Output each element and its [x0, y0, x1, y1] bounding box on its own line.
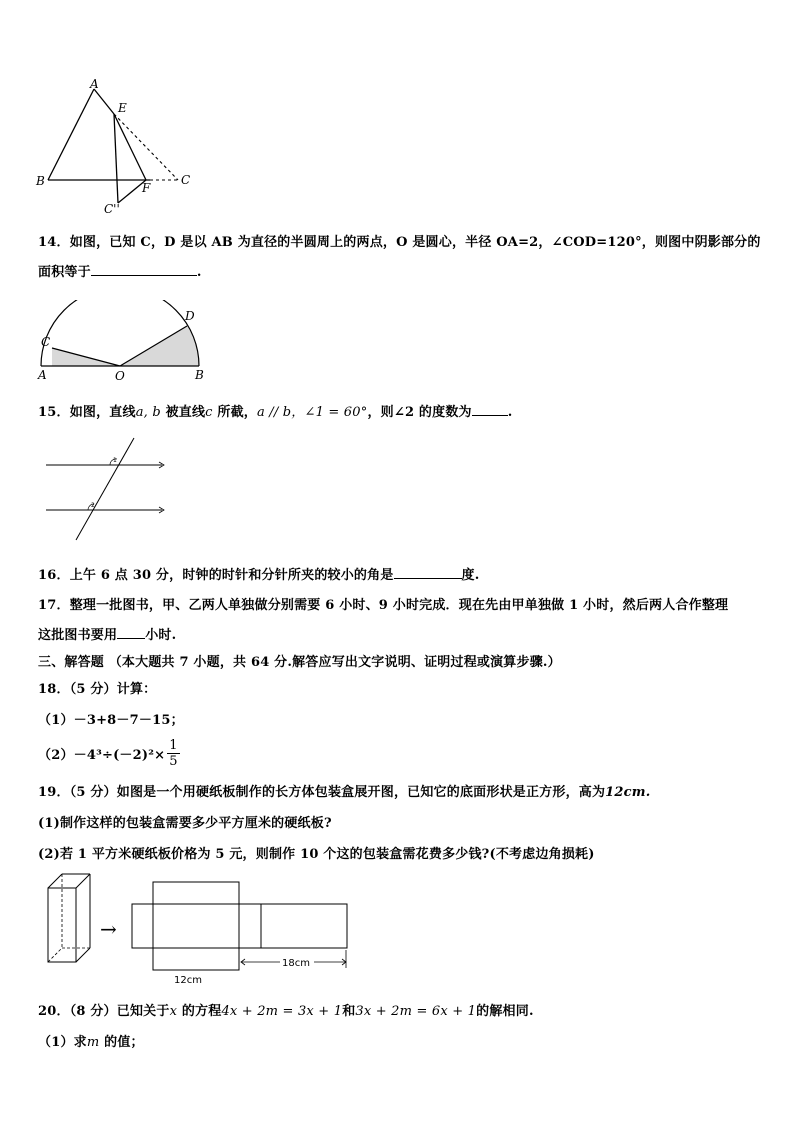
condition-math: a // b，∠1 = 60° — [256, 405, 368, 420]
question-15-prefix: 15．如图，直线 — [38, 405, 136, 420]
label-d: D — [185, 309, 195, 323]
label-c: C — [41, 335, 51, 349]
variable-x: x — [169, 1004, 178, 1019]
semicircle-figure — [34, 300, 214, 384]
question-17-line1: 17．整理一批图书，甲、乙两人单独做分别需要 6 小时、9 小时完成．现在先由甲单独做 1 小时，然后两人合作整理 — [38, 598, 729, 613]
question-19-part2: (2)若 1 平方米硬纸板价格为 5 元，则制作 10 个这的包装盒需花费多少钱?(不考虑边角损耗) — [38, 847, 595, 862]
question-20 — [38, 1000, 534, 1019]
question-16 — [38, 564, 479, 583]
question-20-text: 的方程 — [177, 1004, 222, 1019]
question-20-part1 — [38, 1031, 144, 1050]
variable-m: m — [86, 1035, 100, 1050]
question-17-line2 — [38, 624, 176, 643]
equation-1: 4x + 2m = 3x + 1 — [221, 1004, 343, 1019]
question-18-title: 18．（5 分）计算： — [38, 682, 157, 697]
angle-1-label: 1 — [113, 457, 117, 464]
question-17-end: 小时. — [145, 628, 177, 643]
section-heading: 三、解答题 （本大题共 7 小题，共 64 分.解答应写出文字说明、证明过程或演算步骤.） — [38, 655, 561, 670]
answer-blank-15[interactable] — [472, 403, 508, 416]
dimension-12cm: 12cm — [174, 975, 202, 986]
question-20-part1-end: 的值； — [99, 1035, 144, 1050]
expression: （2）－4³÷(－2)²× — [38, 747, 166, 763]
label-e: E — [118, 101, 127, 115]
question-15-text2: 所截， — [212, 405, 257, 420]
question-20-end: 的解相同. — [476, 1004, 534, 1019]
triangle-fold-figure — [30, 76, 200, 216]
question-15-end: . — [507, 405, 513, 420]
dimension-18cm: 18cm — [282, 958, 310, 969]
fraction-numerator: 1 — [169, 737, 178, 753]
arrow-icon: → — [100, 917, 117, 941]
answer-blank-17[interactable] — [117, 626, 145, 639]
question-14-line1: 14．如图，已知 C，D 是以 AB 为直径的半圆周上的两点，O 是圆心，半径 OA=2，∠COD=120°，则图中阴影部分的 — [38, 235, 761, 250]
question-14-end: . — [196, 265, 202, 280]
parallel-lines-figure — [40, 432, 172, 544]
question-20-and: 和 — [342, 1004, 356, 1019]
question-19-part1: (1)制作这样的包装盒需要多少平方厘米的硬纸板? — [38, 816, 332, 831]
fraction — [167, 738, 179, 769]
box-net-figure — [40, 868, 360, 988]
lines-a-b: a, b — [135, 405, 161, 420]
label-a: A — [38, 368, 47, 382]
answer-blank-14[interactable] — [91, 263, 197, 276]
question-16-text: 16．上午 6 点 30 分，时钟的时针和分针所夹的较小的角是 — [38, 568, 394, 583]
question-18-part1: （1）－3+8－7－15； — [38, 713, 184, 728]
question-15 — [38, 401, 512, 420]
label-c: C — [181, 173, 191, 187]
question-16-end: 度. — [461, 568, 480, 583]
question-20-part1-text: （1）求 — [38, 1035, 87, 1050]
label-b: B — [195, 368, 204, 382]
question-14-line2 — [38, 261, 202, 280]
label-a: A — [90, 77, 99, 91]
label-b: B — [36, 174, 45, 188]
question-15-text3: ，则∠2 的度数为 — [367, 405, 472, 420]
question-17-text: 这批图书要用 — [38, 628, 118, 643]
label-f: F — [142, 181, 151, 195]
angle-2-label: 2 — [91, 502, 95, 509]
question-15-text: 被直线 — [160, 405, 206, 420]
question-14-text: 面积等于 — [38, 265, 91, 280]
question-19-text: 19．（5 分）如图是一个用硬纸板制作的长方体包装盒展开图，已知它的底面形状是正方形，高为 — [38, 785, 606, 800]
line-c: c — [205, 405, 213, 420]
question-18-part2 — [38, 736, 180, 770]
equation-2: 3x + 2m = 6x + 1 — [355, 1004, 477, 1019]
answer-blank-16[interactable] — [394, 566, 462, 579]
question-20-prefix: 20．（8 分）已知关于 — [38, 1004, 170, 1019]
label-c-prime: C'' — [104, 202, 120, 216]
fraction-denominator: 5 — [169, 753, 178, 769]
question-19-line1 — [38, 781, 650, 800]
height-value: 12cm. — [605, 785, 651, 800]
label-o: O — [115, 369, 125, 383]
